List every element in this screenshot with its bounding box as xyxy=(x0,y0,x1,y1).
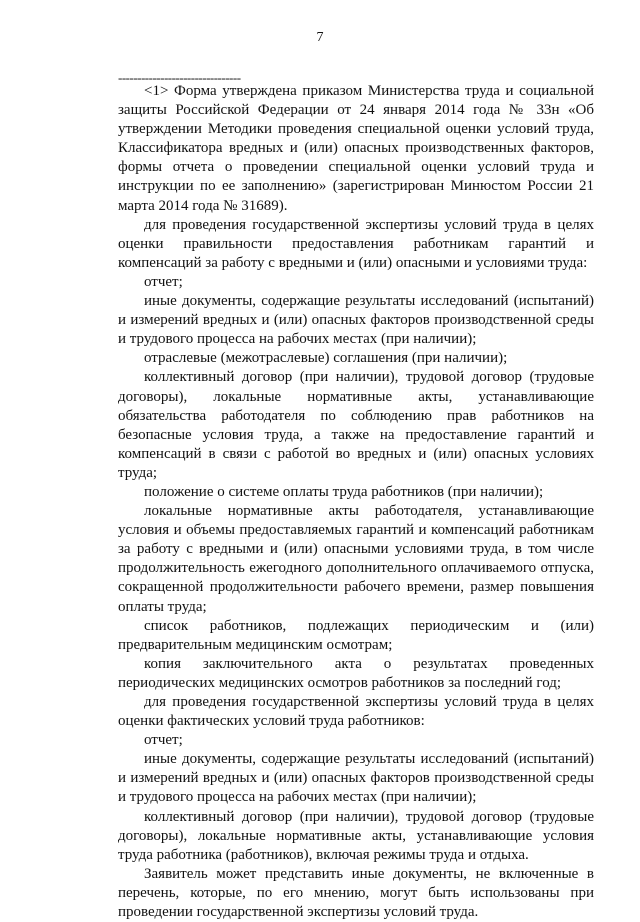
paragraph: для проведения государственной экспертизы условий труда в целях оценки правильности предоставления работникам гарантий и компенсаций за работу с вредными и (или) опасными и условиями труда: xyxy=(118,216,594,271)
footnote-paragraph: <1> Форма утверждена приказом Министерства труда и социальной защиты Российской Федерации от 24 января 2014 года № 33н «Об утверждении Методики проведения специальной оценки условий труда, Классификатора вредных и (или) опасных производственных факторов, формы отчета о проведении специальной оценки условий труда и инструкции по ее заполнению» (зарегистрирован Минюстом России 21 марта 2014 года № 31689). xyxy=(118,83,594,214)
paragraph: Заявитель может представить иные документы, не включенные в перечень, которые, по его мнению, могут быть использованы при проведении государственной экспертизы условий труда. xyxy=(118,865,594,921)
paragraph: локальные нормативные акты работодателя, устанавливающие условия и объемы предоставляемых гарантий и компенсаций работникам за работу с вредными и (или) опасными условиями труда, в том числе продолжительность ежегодного дополнительного оплачиваемого отпуска, сокращенной продолжительности рабочего времени, размер повышения оплаты труда; xyxy=(118,503,594,615)
paragraph: коллективный договор (при наличии), трудовой договор (трудовые договоры), локальные нормативные акты, устанавливающие условия труда работника (работников), включая режимы труда и отдыха. xyxy=(118,808,594,863)
paragraph: отчет; xyxy=(144,273,183,290)
paragraph: копия заключительного акта о результатах проведенных периодических медицинских осмотров работников за последний год; xyxy=(118,655,594,691)
paragraph: отраслевые (межотраслевые) соглашения (при наличии); xyxy=(144,350,508,367)
paragraph: список работников, подлежащих периодическим и (или) предварительным медицинским осмотрам; xyxy=(118,617,594,653)
footnote-separator: -------------------------------- xyxy=(118,70,241,85)
document-body xyxy=(118,82,594,922)
paragraph: иные документы, содержащие результаты исследований (испытаний) и измерений вредных и (или) опасных факторов производственной среды и трудового процесса на рабочих местах (при наличии); xyxy=(118,751,594,806)
paragraph: положение о системе оплаты труда работников (при наличии); xyxy=(144,483,544,500)
paragraph: отчет; xyxy=(144,732,183,749)
paragraph: иные документы, содержащие результаты исследований (испытаний) и измерений вредных и (или) опасных факторов производственной среды и трудового процесса на рабочих местах (при наличии); xyxy=(118,293,594,348)
page-number: 7 xyxy=(316,30,324,45)
paragraph: для проведения государственной экспертизы условий труда в целях оценки фактических условий труда работников: xyxy=(118,694,594,730)
paragraph: коллективный договор (при наличии), трудовой договор (трудовые договоры), локальные нормативные акты, устанавливающие обязательства работодателя по соблюдению прав работников на безопасные условия труда, а также на предоставление гарантий и компенсаций в связи с работой во вредных и (или) опасных условиях труда; xyxy=(118,369,594,481)
